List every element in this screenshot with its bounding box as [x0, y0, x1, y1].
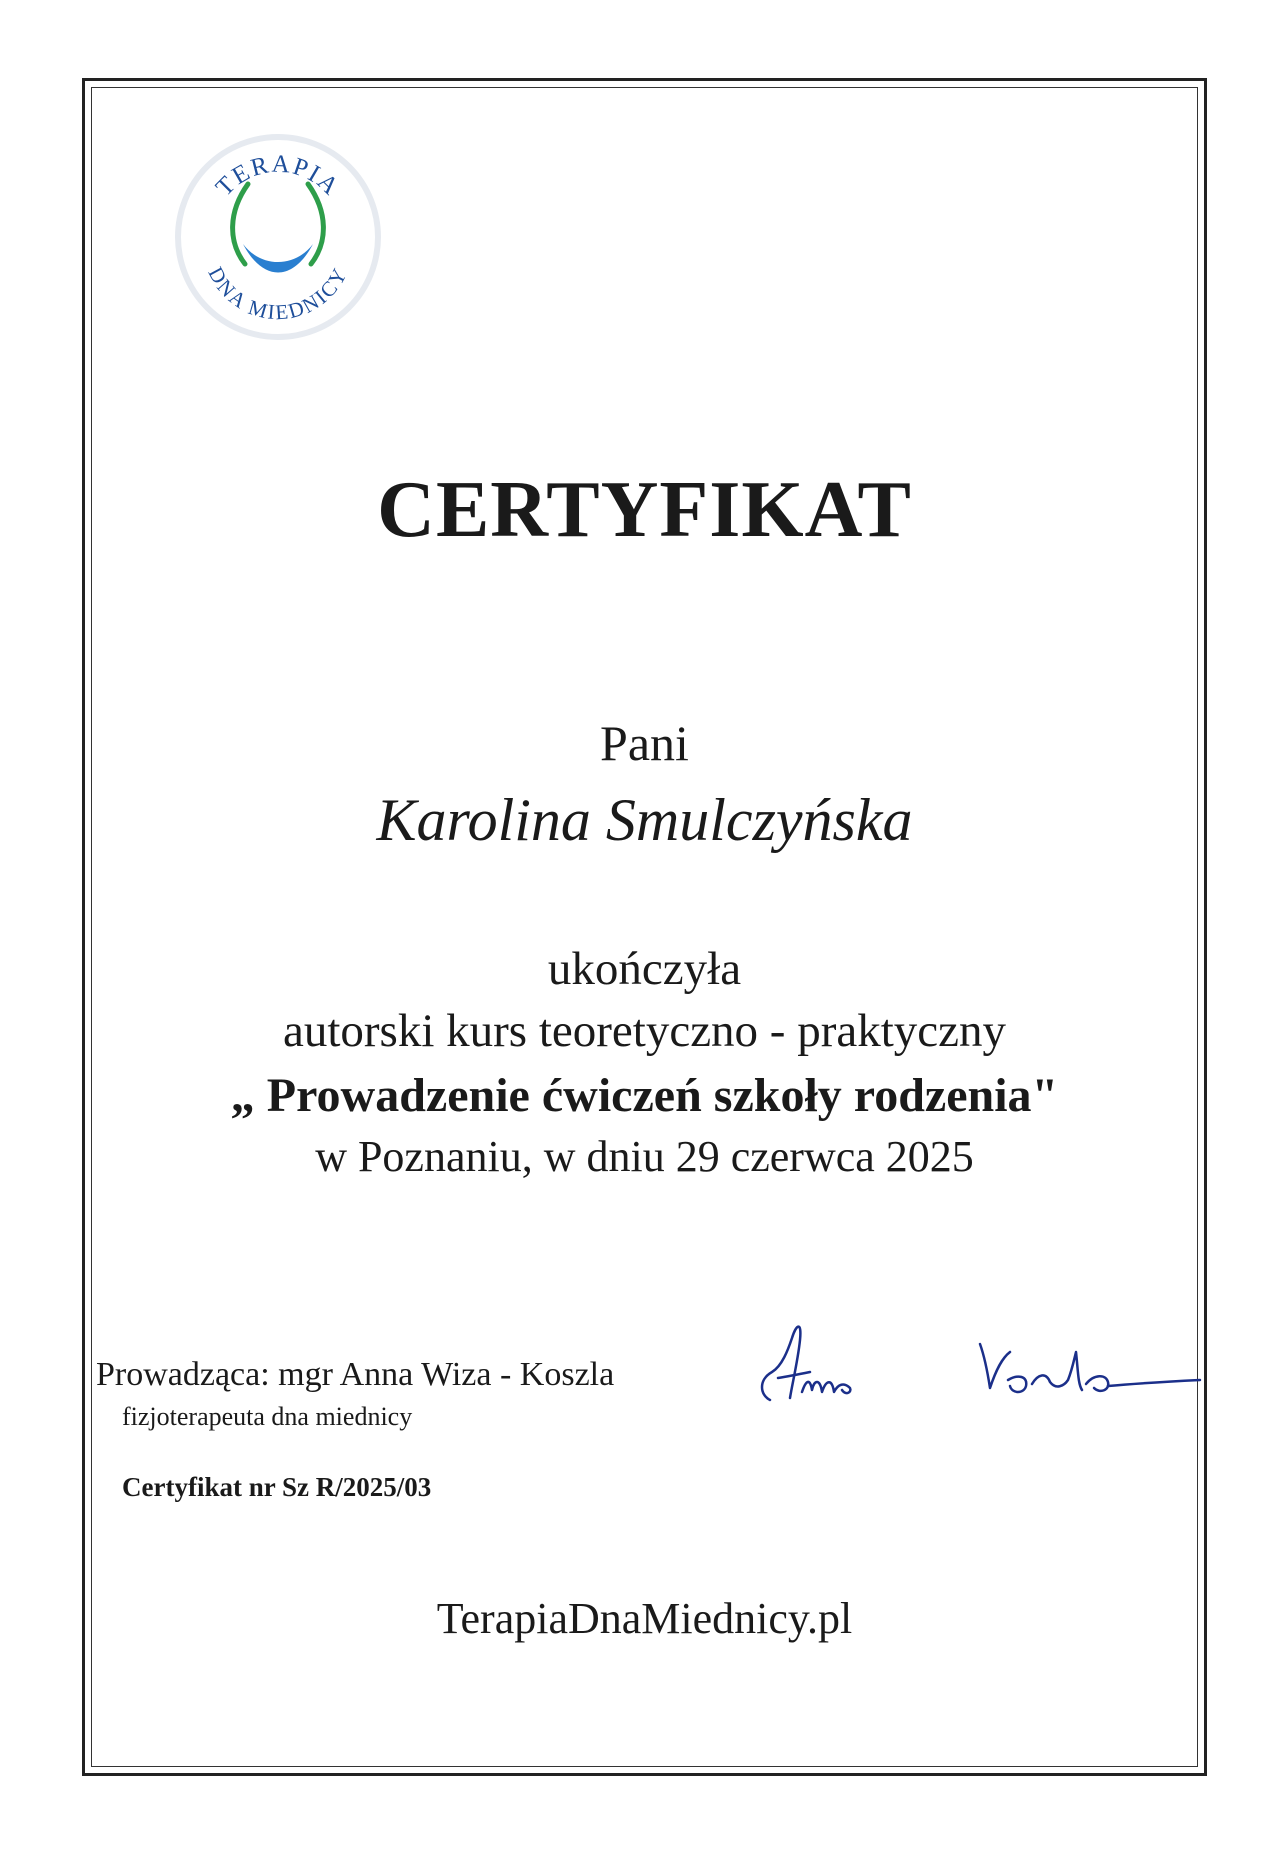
- place-and-date: w Poznaniu, w dniu 29 czerwca 2025: [315, 1132, 974, 1181]
- website-text: TerapiaDnaMiednicy.pl: [436, 1594, 853, 1643]
- course-type: autorski kurs teoretyczno - praktyczny: [282, 1005, 1006, 1057]
- instructor-name: Prowadząca: mgr Anna Wiza - Koszla: [96, 1356, 615, 1393]
- certificate-number: Certyfikat nr Sz R/2025/03: [122, 1472, 432, 1502]
- recipient-name: Karolina Smulczyńska: [376, 787, 913, 853]
- logo-top-text: TERAPIA: [210, 150, 345, 202]
- honorific: Pani: [600, 715, 689, 771]
- certificate-title: CERTYFIKAT: [377, 466, 912, 554]
- logo-bottom-text: DNA MIEDNICY: [203, 262, 353, 325]
- instructor-role: fizjoterapeuta dna miednicy: [122, 1402, 413, 1431]
- completed-text: ukończyła: [547, 943, 742, 995]
- terapia-dna-miednicy-logo: [173, 132, 383, 342]
- handwritten-signature: [740, 1300, 1220, 1420]
- course-title: „ Prowadzenie ćwiczeń szkoły rodzenia": [230, 1069, 1059, 1122]
